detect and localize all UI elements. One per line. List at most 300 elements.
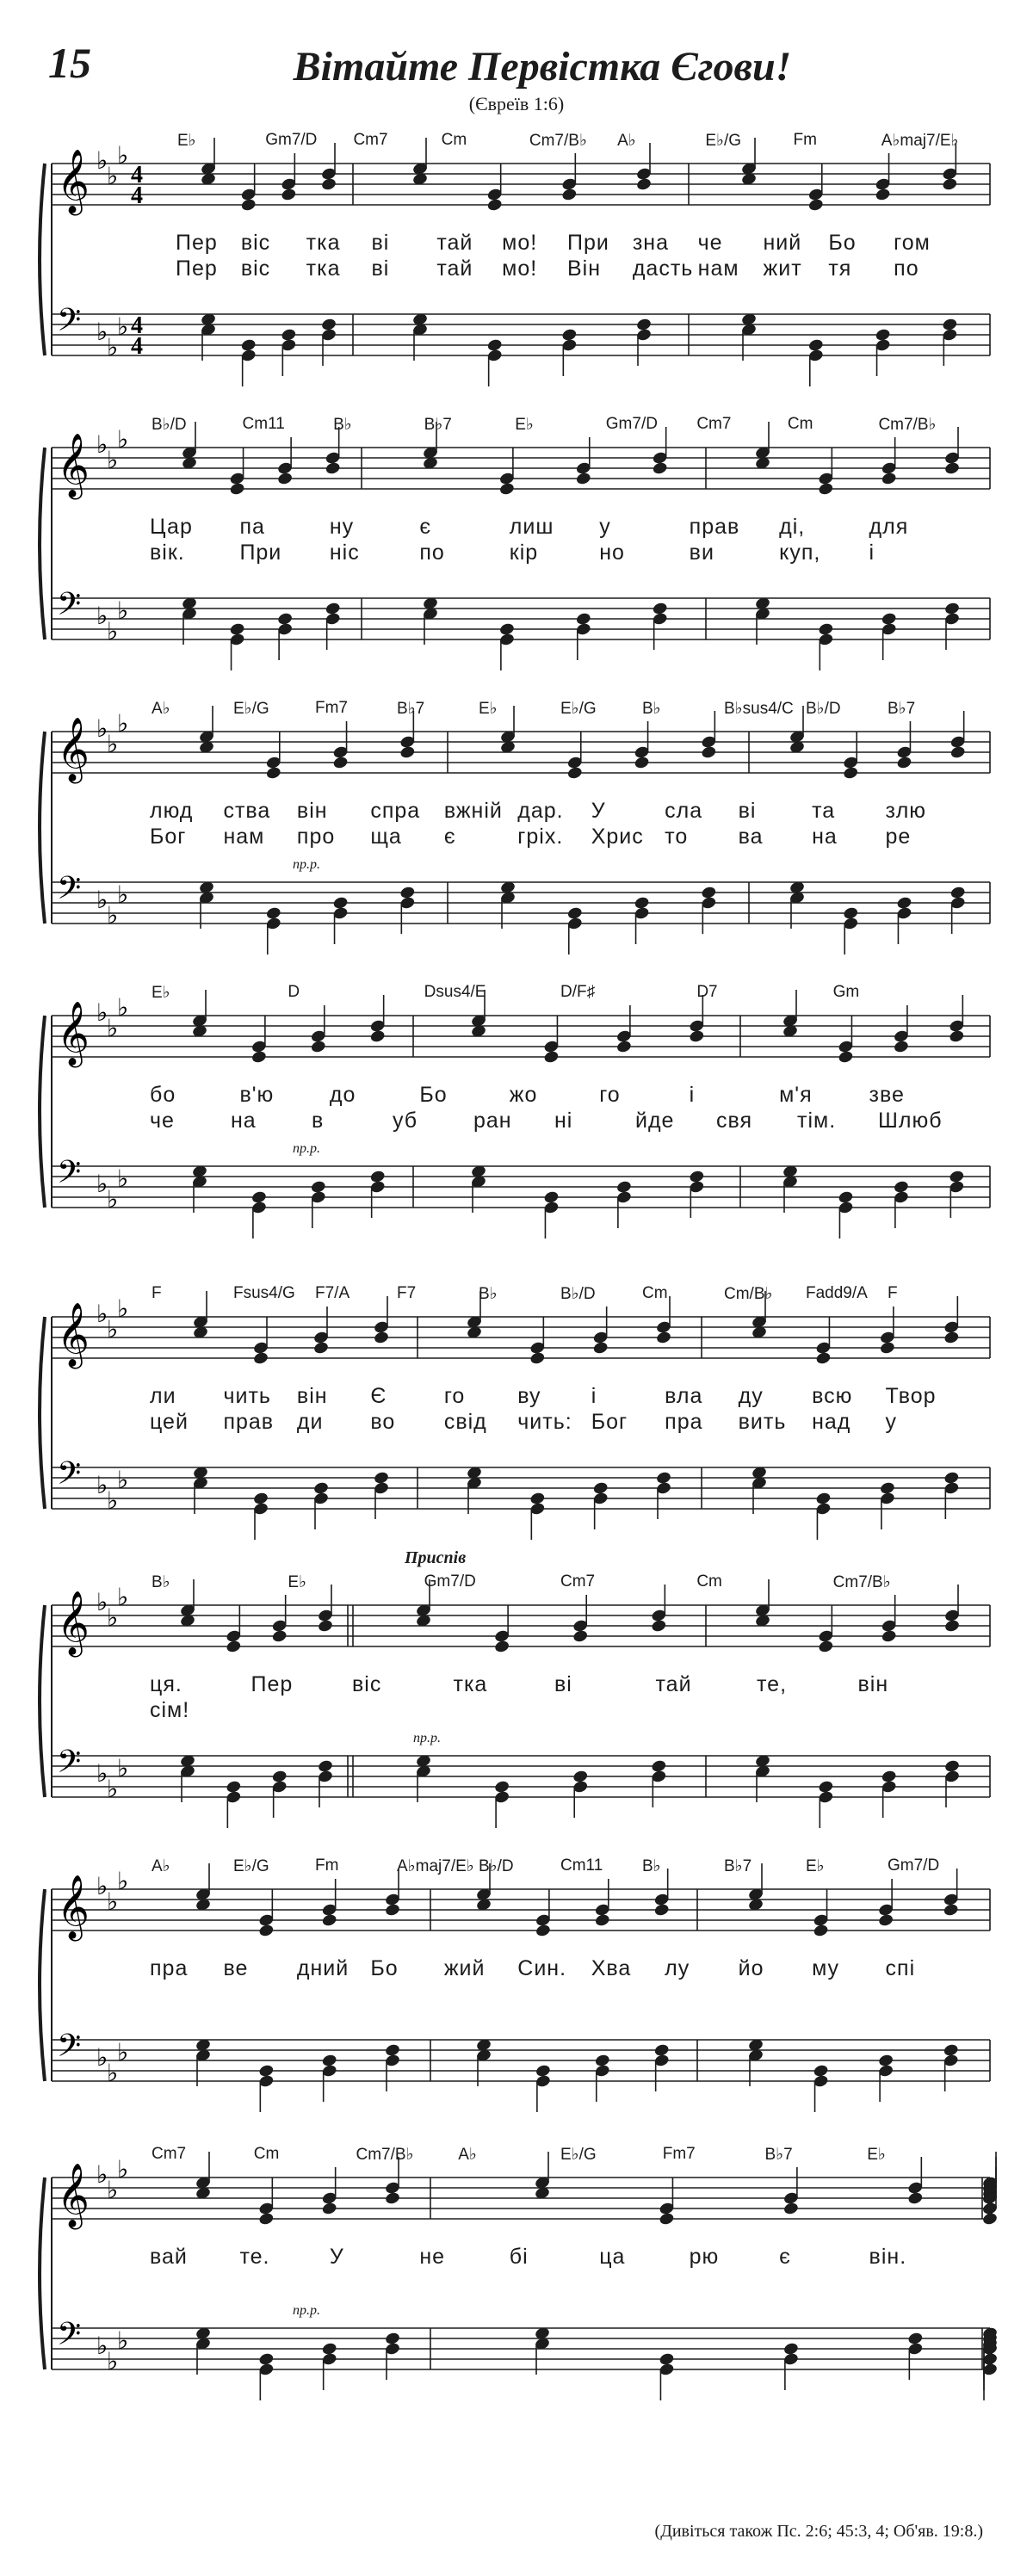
- time-signature: 4: [131, 333, 143, 360]
- lyric-syllable: до: [329, 1083, 356, 1107]
- flat-icon: ♭: [107, 1775, 119, 1803]
- lyric-syllable: ві: [554, 1672, 572, 1696]
- lyric-syllable: лиш: [509, 515, 554, 539]
- lyric-syllable: м'я: [779, 1083, 813, 1107]
- lyric-syllable: він: [296, 799, 328, 823]
- bass-clef-icon: 𝄢: [57, 870, 82, 914]
- lyric-syllable: Бо: [828, 231, 857, 255]
- flat-icon: ♭: [96, 602, 108, 630]
- lyric-syllable: над: [812, 1410, 851, 1434]
- lyric-syllable: цей: [150, 1410, 189, 1434]
- flat-icon: ♭: [107, 333, 119, 361]
- chord-symbol: A♭: [152, 1857, 170, 1875]
- chord-symbol: E♭/G: [233, 700, 269, 718]
- lyric-syllable: вай: [150, 2245, 188, 2269]
- lyric-syllable: ну: [329, 515, 355, 539]
- brace-icon: [40, 1317, 45, 1509]
- lyric-syllable: ний: [763, 231, 802, 255]
- flat-icon: ♭: [107, 1315, 119, 1344]
- flat-icon: ♭: [107, 1014, 119, 1042]
- performance-mark: пр.р.: [413, 1731, 441, 1745]
- lyric-syllable: і: [689, 1083, 696, 1107]
- flat-icon: ♭: [96, 1170, 108, 1198]
- chord-symbol: Cm11: [560, 1856, 603, 1875]
- note-head: [332, 756, 349, 770]
- chord-symbol: F7/A: [315, 1284, 350, 1302]
- chord-symbol: E♭/G: [233, 1857, 269, 1875]
- note-head: [893, 1040, 909, 1054]
- chord-symbol: E♭: [479, 700, 498, 718]
- lyric-syllable: дар.: [517, 799, 564, 823]
- note-head: [701, 745, 717, 760]
- lyric-syllable: Пер: [176, 231, 218, 255]
- chord-symbol: Dsus4/E: [424, 983, 486, 1001]
- lyric-syllable: всю: [812, 1384, 853, 1408]
- lyric-syllable: по: [419, 541, 445, 565]
- performance-mark: пр.р.: [293, 1141, 320, 1156]
- flat-icon: ♭: [117, 1867, 129, 1895]
- lyric-syllable: йде: [635, 1109, 675, 1133]
- lyric-syllable: ні: [554, 1109, 573, 1133]
- chord-symbol: F7: [397, 1284, 417, 1302]
- note-head: [310, 1040, 326, 1054]
- chord-symbol: Cm/B♭: [724, 1285, 773, 1303]
- lyric-syllable: сім!: [150, 1698, 190, 1722]
- flat-icon: ♭: [96, 318, 108, 346]
- flat-icon: ♭: [107, 730, 119, 758]
- flat-icon: ♭: [117, 141, 129, 170]
- lyric-syllable: во: [370, 1410, 396, 1434]
- lyric-syllable: ді,: [779, 515, 806, 539]
- note-head: [655, 1331, 671, 1345]
- flat-icon: ♭: [96, 1759, 108, 1788]
- note-head: [838, 1050, 854, 1065]
- chord-symbol: Cm: [253, 2145, 280, 2163]
- chord-symbol: Cm7/B♭: [832, 1573, 891, 1591]
- brace-icon: [40, 164, 45, 355]
- lyric-syllable: тка: [306, 256, 341, 281]
- note-head: [896, 756, 912, 770]
- flat-icon: ♭: [117, 2038, 129, 2066]
- chord-symbol: B♭: [642, 1857, 661, 1875]
- lyric-syllable: на: [231, 1109, 257, 1133]
- note-head: [843, 766, 859, 781]
- note-head: [782, 2202, 799, 2216]
- lyric-syllable: люд: [150, 799, 194, 823]
- chord-symbol: B♭: [333, 416, 352, 434]
- flat-icon: ♭: [117, 993, 129, 1022]
- note-head: [689, 1029, 705, 1044]
- note-head: [498, 482, 515, 497]
- song-header: [0, 0, 1033, 120]
- flat-icon: ♭: [107, 901, 119, 930]
- flat-icon: ♭: [107, 1486, 119, 1515]
- chord-symbol: A♭: [458, 2146, 477, 2164]
- song-title: Вітайте Первістка Єгови!: [293, 44, 792, 90]
- chord-symbol: B♭7: [424, 416, 452, 434]
- lyric-syllable: та: [812, 799, 836, 823]
- lyric-syllable: для: [869, 515, 909, 539]
- chord-symbol: B♭7: [724, 1857, 752, 1875]
- bass-clef-icon: 𝄢: [57, 2028, 82, 2072]
- note-head: [325, 461, 341, 476]
- note-head: [615, 1040, 632, 1054]
- lyric-syllable: у: [599, 515, 611, 539]
- lyric-syllable: ран: [473, 1109, 512, 1133]
- flat-icon: ♭: [96, 998, 108, 1027]
- brace-icon: [40, 1605, 45, 1797]
- lyric-syllable: че: [697, 231, 723, 255]
- lyric-syllable: по: [894, 256, 919, 281]
- lyric-syllable: тай: [436, 231, 473, 255]
- note-head: [659, 2212, 675, 2227]
- lyric-syllable: ви: [689, 541, 714, 565]
- lyric-syllable: зве: [869, 1083, 905, 1107]
- chord-symbol: A♭maj7/E♭: [881, 132, 959, 150]
- lyric-syllable: нам: [697, 256, 739, 281]
- lyric-syllable: ця.: [150, 1672, 182, 1696]
- lyric-syllable: сла: [665, 799, 703, 823]
- lyric-syllable: тім.: [797, 1109, 837, 1133]
- note-head: [949, 745, 966, 760]
- note-head: [529, 1351, 546, 1366]
- flat-icon: ♭: [96, 2332, 108, 2360]
- note-head: [281, 188, 297, 202]
- lyric-syllable: че: [150, 1109, 175, 1133]
- bass-clef-icon: 𝄢: [57, 1154, 82, 1198]
- lyric-syllable: пра: [665, 1410, 703, 1434]
- chord-symbol: B♭/D: [806, 700, 841, 718]
- note-head: [384, 2191, 400, 2206]
- chord-symbol: Gm7/D: [424, 1572, 476, 1591]
- note-head: [543, 1050, 560, 1065]
- lyric-syllable: мо!: [502, 256, 538, 281]
- chord-symbol: Cm: [642, 1284, 668, 1302]
- lyric-syllable: тка: [306, 231, 341, 255]
- note-head: [320, 177, 337, 192]
- lyric-syllable: ца: [599, 2245, 626, 2269]
- note-head: [373, 1331, 389, 1345]
- note-head: [949, 1029, 965, 1044]
- note-head: [943, 1903, 959, 1918]
- note-head: [818, 482, 834, 497]
- flat-icon: ♭: [117, 2155, 129, 2184]
- lyric-syllable: є: [779, 2245, 791, 2269]
- music-system: [0, 413, 1033, 671]
- chord-symbol: B♭7: [397, 700, 425, 718]
- note-head: [651, 1619, 667, 1634]
- grand-staff: [0, 1855, 1033, 2113]
- lyric-syllable: він: [296, 1384, 328, 1408]
- lyric-syllable: ві: [738, 799, 757, 823]
- note-head: [907, 2191, 924, 2206]
- note-head: [575, 472, 591, 486]
- note-head: [258, 1924, 275, 1938]
- lyric-syllable: в'ю: [239, 1083, 275, 1107]
- chord-symbol: E♭/G: [560, 700, 597, 718]
- flat-icon: ♭: [107, 162, 119, 190]
- lyric-syllable: Пер: [251, 1672, 294, 1696]
- chord-symbol: E♭: [152, 984, 170, 1002]
- chord-symbol: Cm: [441, 131, 467, 149]
- note-head: [881, 1629, 897, 1644]
- lyric-syllable: в: [312, 1109, 325, 1133]
- lyric-syllable: ства: [223, 799, 271, 823]
- music-system: [0, 1548, 1033, 1829]
- lyric-syllable: жит: [763, 256, 802, 281]
- chord-symbol: Gm7/D: [265, 131, 318, 149]
- lyric-syllable: вжній: [443, 799, 503, 823]
- brace-icon: [40, 1889, 45, 2081]
- chord-symbol: E♭: [515, 416, 534, 434]
- chord-symbol: F: [888, 1284, 898, 1302]
- lyric-syllable: дасть: [632, 256, 694, 281]
- chord-symbol: Cm7/B♭: [529, 132, 587, 150]
- note-head: [535, 1924, 551, 1938]
- lyric-syllable: чить:: [517, 1410, 572, 1434]
- lyric-syllable: ди: [296, 1410, 324, 1434]
- chord-symbol: Cm7: [152, 2145, 187, 2163]
- treble-clef-icon: 𝄞: [57, 718, 90, 781]
- lyric-syllable: Хрис: [591, 825, 644, 849]
- flat-icon: ♭: [117, 2326, 129, 2355]
- lyric-syllable: не: [419, 2245, 446, 2269]
- chord-symbol: B♭sus4/C: [724, 700, 794, 718]
- lyric-syllable: ли: [150, 1384, 176, 1408]
- lyric-syllable: у: [885, 1410, 898, 1434]
- chord-symbol: B♭: [152, 1573, 170, 1591]
- lyric-syllable: жо: [509, 1083, 538, 1107]
- music-system: [0, 2143, 1033, 2401]
- lyric-syllable: вить: [738, 1410, 787, 1434]
- lyric-syllable: є: [443, 825, 456, 849]
- note-head: [317, 1619, 333, 1634]
- lyric-syllable: Є: [370, 1384, 387, 1408]
- treble-clef-icon: 𝄞: [57, 1591, 90, 1655]
- note-head: [369, 1029, 386, 1044]
- brace-icon: [40, 448, 45, 639]
- note-head: [878, 1913, 894, 1928]
- chord-symbol: E♭: [288, 1573, 306, 1591]
- chord-symbol: Fm7: [315, 699, 348, 717]
- lyric-syllable: При: [567, 231, 609, 255]
- lyric-syllable: Бог: [591, 1410, 628, 1434]
- lyric-syllable: те.: [239, 2245, 270, 2269]
- lyric-syllable: вік.: [150, 541, 185, 565]
- bass-clef-icon: 𝄢: [57, 1744, 82, 1788]
- note-head: [635, 177, 652, 192]
- flat-icon: ♭: [117, 1754, 129, 1782]
- lyric-syllable: чить: [223, 1384, 271, 1408]
- note-head: [240, 198, 257, 213]
- flat-icon: ♭: [107, 617, 119, 646]
- chord-symbol: A♭maj7/E♭: [397, 1857, 474, 1875]
- flat-icon: ♭: [96, 430, 108, 459]
- note-head: [634, 756, 650, 770]
- brace-icon: [40, 732, 45, 924]
- treble-clef-icon: 𝄞: [57, 1875, 90, 1939]
- lyric-syllable: тай: [436, 256, 473, 281]
- note-head: [321, 2202, 337, 2216]
- lyric-syllable: го: [443, 1384, 466, 1408]
- note-head: [807, 198, 824, 213]
- chord-symbol: F: [152, 1284, 162, 1302]
- lyric-syllable: Цар: [150, 515, 193, 539]
- bass-clef-icon: 𝄢: [57, 586, 82, 630]
- flat-icon: ♭: [117, 1294, 129, 1323]
- flat-icon: ♭: [117, 312, 129, 341]
- note-head: [652, 461, 668, 476]
- chord-symbol: Cm: [787, 415, 813, 433]
- chord-symbol: Cm7: [696, 415, 732, 433]
- note-head: [271, 1629, 288, 1644]
- chord-symbol: B♭7: [888, 700, 916, 718]
- lyric-syllable: свя: [716, 1109, 753, 1133]
- treble-clef-icon: 𝄞: [57, 2164, 90, 2227]
- song-number: 15: [48, 39, 91, 87]
- lyric-syllable: Бо: [419, 1083, 448, 1107]
- flat-icon: ♭: [117, 880, 129, 909]
- note-head: [566, 766, 583, 781]
- lyric-syllable: гом: [894, 231, 931, 255]
- lyric-syllable: і: [591, 1384, 597, 1408]
- lyric-syllable: уб: [393, 1109, 418, 1133]
- chord-symbol: Gm: [832, 983, 860, 1001]
- chord-symbol: Fm: [315, 1856, 339, 1875]
- lyric-syllable: спра: [370, 799, 421, 823]
- lyric-syllable: вла: [665, 1384, 703, 1408]
- lyric-syllable: Він: [567, 256, 602, 281]
- lyric-syllable: на: [812, 825, 838, 849]
- note-head: [321, 1913, 337, 1928]
- lyric-syllable: спі: [885, 1956, 916, 1980]
- note-head: [875, 188, 891, 202]
- lyric-syllable: Хва: [591, 1956, 632, 1980]
- flat-icon: ♭: [107, 2176, 119, 2204]
- chord-symbol: A♭: [152, 700, 170, 718]
- flat-icon: ♭: [96, 1588, 108, 1616]
- lyric-syllable: свід: [443, 1410, 487, 1434]
- lyric-syllable: прав: [689, 515, 740, 539]
- lyric-syllable: ре: [885, 825, 912, 849]
- lyric-syllable: зна: [632, 231, 670, 255]
- note-head: [818, 1640, 834, 1654]
- chord-symbol: B♭/D: [560, 1285, 596, 1303]
- flat-icon: ♭: [107, 1603, 119, 1632]
- lyric-syllable: го: [599, 1083, 621, 1107]
- lyric-syllable: При: [239, 541, 282, 565]
- see-also-footer: (Дивіться також Пс. 2:6; 45:3, 4; Об'яв. 19:8.): [654, 2522, 983, 2541]
- lyric-syllable: про: [296, 825, 336, 849]
- brace-icon: [40, 1016, 45, 1208]
- chord-symbol: E♭/G: [560, 2146, 597, 2164]
- chord-symbol: Cm11: [242, 415, 285, 433]
- flat-icon: ♭: [96, 1471, 108, 1499]
- lyric-syllable: но: [599, 541, 625, 565]
- chord-symbol: E♭: [177, 132, 196, 150]
- note-head: [486, 198, 503, 213]
- lyric-syllable: У: [591, 799, 606, 823]
- flat-icon: ♭: [117, 596, 129, 625]
- note-head: [251, 1050, 267, 1065]
- lyric-syllable: рю: [689, 2245, 720, 2269]
- music-system: [0, 981, 1033, 1239]
- lyric-syllable: пра: [150, 1956, 189, 1980]
- flat-icon: ♭: [117, 425, 129, 454]
- note-head: [384, 1903, 400, 1918]
- note-head: [592, 1341, 609, 1356]
- note-head: [229, 482, 245, 497]
- lyric-syllable: і: [869, 541, 875, 565]
- chord-symbol: Fadd9/A: [806, 1284, 868, 1302]
- lyric-syllable: бі: [509, 2245, 529, 2269]
- lyric-syllable: ве: [223, 1956, 249, 1980]
- flat-icon: ♭: [117, 1583, 129, 1611]
- lyric-syllable: Шлюб: [878, 1109, 943, 1133]
- bass-clef-icon: 𝄢: [57, 1455, 82, 1499]
- lyric-syllable: па: [239, 515, 265, 539]
- lyric-syllable: ща: [370, 825, 402, 849]
- note-head: [942, 177, 958, 192]
- chord-symbol: B♭/D: [152, 416, 187, 434]
- flat-icon: ♭: [117, 709, 129, 738]
- lyric-syllable: ві: [371, 256, 390, 281]
- treble-clef-icon: 𝄞: [57, 1002, 90, 1066]
- lyric-syllable: ві: [371, 231, 390, 255]
- note-head: [943, 461, 960, 476]
- scripture-reference: (Євреїв 1:6): [468, 93, 565, 114]
- flat-icon: ♭: [96, 1300, 108, 1328]
- chord-symbol: Gm7/D: [605, 415, 658, 433]
- lyric-syllable: куп,: [779, 541, 821, 565]
- lyric-syllable: тай: [655, 1672, 692, 1696]
- lyric-syllable: дний: [296, 1956, 349, 1980]
- chord-symbol: Cm7: [560, 1572, 596, 1591]
- flat-icon: ♭: [107, 1185, 119, 1214]
- lyric-syllable: йо: [738, 1956, 764, 1980]
- chord-symbol: E♭: [867, 2146, 886, 2164]
- lyric-syllable: те,: [757, 1672, 788, 1696]
- chord-symbol: D7: [696, 983, 718, 1001]
- flat-icon: ♭: [117, 1466, 129, 1494]
- lyric-syllable: він.: [869, 2245, 907, 2269]
- note-head: [943, 1619, 960, 1634]
- flat-icon: ♭: [96, 2043, 108, 2072]
- lyric-syllable: Бо: [370, 1956, 399, 1980]
- lyric-syllable: ву: [517, 1384, 541, 1408]
- time-signature: 4: [131, 182, 143, 209]
- lyric-syllable: гріх.: [517, 825, 564, 849]
- flat-icon: ♭: [107, 2059, 119, 2087]
- note-head: [653, 1903, 670, 1918]
- lyric-syllable: мо!: [502, 231, 538, 255]
- music-system: [0, 129, 1033, 387]
- chord-symbol: Cm7/B♭: [356, 2146, 414, 2164]
- lyric-syllable: віс: [240, 231, 271, 255]
- chord-symbol: E♭: [806, 1857, 825, 1875]
- chord-symbol: Fm: [793, 131, 817, 149]
- refrain-label: Приспів: [405, 1548, 467, 1567]
- flat-icon: ♭: [96, 714, 108, 743]
- lyric-syllable: ва: [738, 825, 764, 849]
- flat-icon: ♭: [96, 1872, 108, 1900]
- chord-symbol: B♭/D: [479, 1857, 514, 1875]
- note-head: [813, 1924, 829, 1938]
- music-system: [0, 1282, 1033, 1541]
- chord-symbol: Gm7/D: [888, 1856, 940, 1875]
- note-head: [258, 2212, 275, 2227]
- lyric-syllable: тя: [828, 256, 852, 281]
